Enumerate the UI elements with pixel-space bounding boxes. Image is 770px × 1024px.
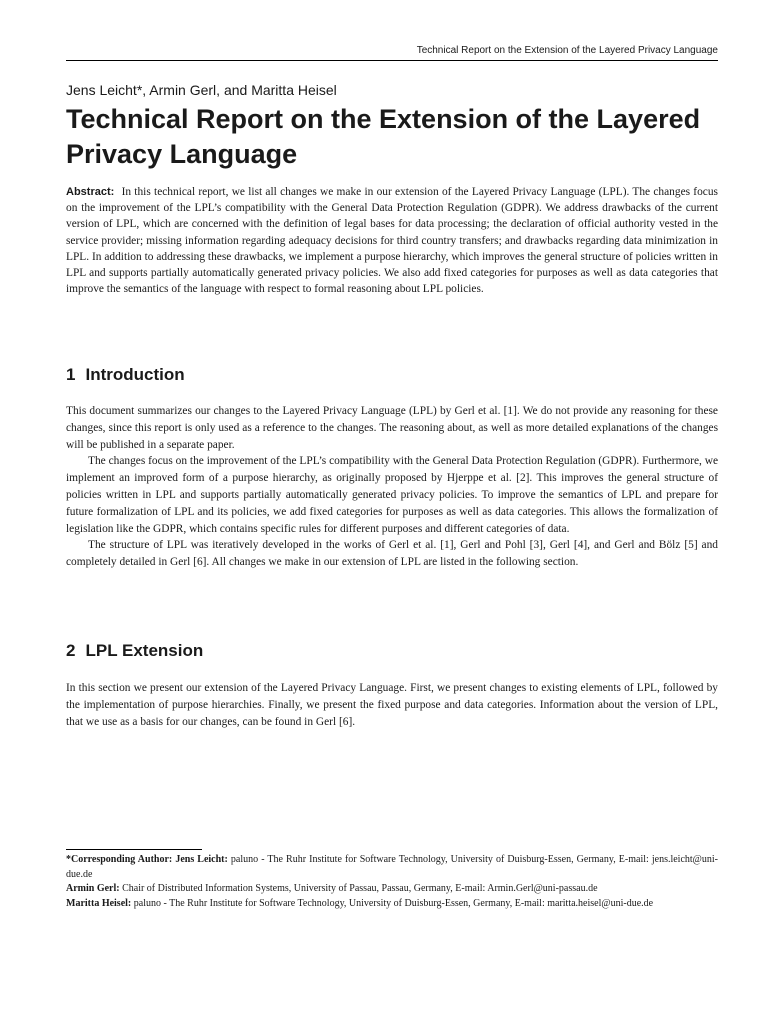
section-title: LPL Extension [85, 641, 204, 660]
section-number: 2 [66, 641, 76, 660]
paragraph: The changes focus on the improvement of the LPL’s compatibility with the General Data Protection Regulation (GDPR). Furthermore, we implement an improved form of a purpose hierarchy, as originally proposed by Hjerppe et al. [2]. This improves the general structure of policies written in LPL and supports partially automatically generated privacy policies. To improve the semantics of LPL and prepare for future formalization of LPL and its policies, we add fixed categories for purposes as well as data categories. This allows the formalization of legislation like the GDPR, which contains specific rules for different purposes and different categories of data. [66, 455, 718, 535]
lpl-extension-body [66, 680, 718, 730]
footnote-label: *Corresponding Author: Jens Leicht: [66, 854, 228, 865]
footnote [66, 897, 718, 912]
paragraph: The structure of LPL was iteratively developed in the works of Gerl et al. [1], Gerl and Pohl [3], Gerl [4], and Gerl and Bölz [5] and completely detailed in Gerl [6]. All changes we make in our extension of LPL are listed in the following section. [66, 539, 718, 569]
paragraph: In this section we present our extension of the Layered Privacy Language. First, we present changes to existing elements of LPL, followed by the implementation of purpose hierarchies. Finally, we present the fixed purpose and data categories. Information about the version of LPL, that we use as a basis for our changes, can be found in Gerl [6]. [66, 682, 718, 728]
section-number: 1 [66, 365, 76, 384]
footnote-text: Chair of Distributed Information Systems, University of Passau, Passau, Germany, E-mail: Armin.Gerl@uni-passau.de [122, 883, 598, 894]
paragraph: This document summarizes our changes to the Layered Privacy Language (LPL) by Gerl et al. [1]. We do not provide any reasoning for these changes, since this report is only used as a reference to the changes. The reasoning about, as well as more detailed explanations of the changes will be published in a separate paper. [66, 405, 718, 451]
section-heading-introduction [66, 365, 185, 385]
footnote-label: Armin Gerl: [66, 883, 120, 894]
section-title: Introduction [85, 365, 185, 384]
footnote-label: Maritta Heisel: [66, 897, 132, 909]
author-list: Jens Leicht*, Armin Gerl, and Maritta Heisel [66, 82, 337, 98]
footnote [66, 853, 718, 882]
abstract-label: Abstract: [66, 186, 115, 198]
footnote-rule [66, 849, 202, 850]
abstract [66, 184, 718, 297]
footnote-text: paluno - The Ruhr Institute for Software Technology, University of Duisburg-Essen, Germany, E-mail: maritta.heisel@uni-due.de [133, 897, 654, 909]
running-head: Technical Report on the Extension of the Layered Privacy Language [66, 45, 718, 61]
introduction-body [66, 403, 718, 571]
paper-title: Technical Report on the Extension of the Layered Privacy Language [66, 104, 701, 169]
abstract-text: In this technical report, we list all changes we make in our extension of the Layered Privacy Language (LPL). The changes focus on the improvement of the LPL’s compatibility with the General Data Protection Regulation (GDPR). We address drawbacks of the current version of LPL, which are concerned with the definition of legal bases for data processing; the declaration of official authority vested in the service provider; missing information regarding adequacy decisions for third country transfers; and drawbacks regarding data minimization in LPL. In addition to addressing these drawbacks, we implement a purpose hierarchy, which improves the general structure of policies written in LPL and supports partially automatically generated privacy policies. We also add fixed categories for purposes as well as data categories that improve the semantics of the language with respect to formal reasoning about LPL policies. [66, 186, 718, 296]
footnote [66, 882, 718, 897]
footnote-text: paluno - The Ruhr Institute for Software Technology, University of Duisburg-Essen, Germany, E-mail: jens.leicht@uni-due.de [66, 854, 718, 880]
footnotes [66, 853, 718, 911]
section-heading-lpl-extension [66, 641, 203, 661]
